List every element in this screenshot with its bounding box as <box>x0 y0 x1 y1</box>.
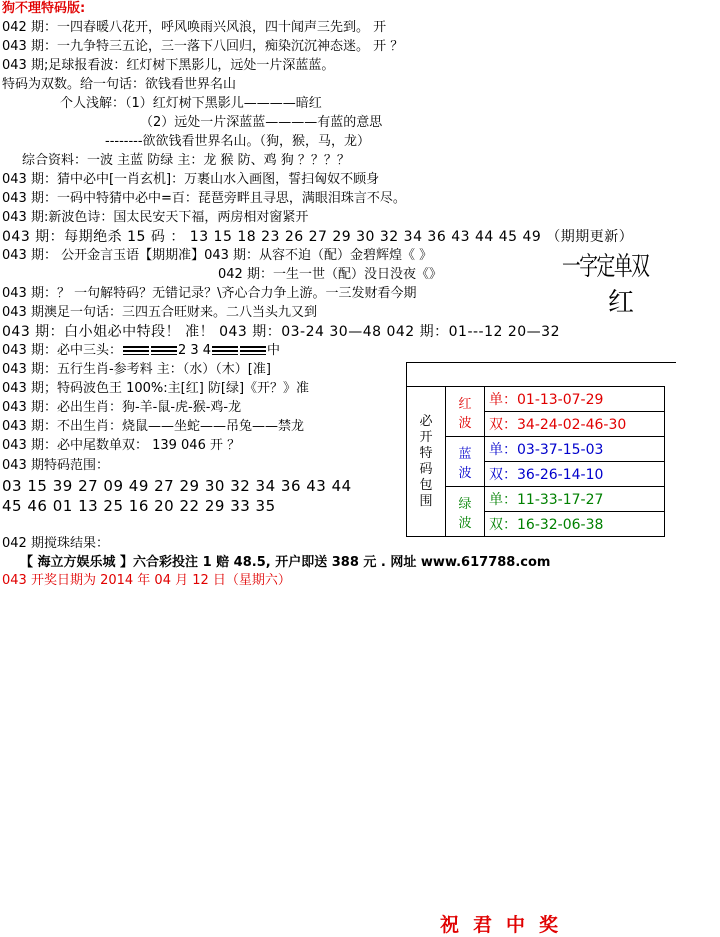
wave-double-blue: 双：36-26-14-10 <box>485 462 665 487</box>
wave-name-green: 绿波 <box>446 487 485 537</box>
text-line: 043 期：一九争特三五论，三一落下八回归，痴染沉沉神态迷。 开 ？ <box>2 39 404 54</box>
wave-name-red: 红波 <box>446 387 485 437</box>
wave-double-red: 双：34-24-02-46-30 <box>485 412 665 437</box>
wave-table <box>406 386 665 537</box>
promo-line: 【 海立方娱乐城 】六合彩投注 1 赔 48.5, 开户即送 388 元 . 网址 www.617788.com <box>20 555 551 570</box>
wave-single-blue: 单：03-37-15-03 <box>485 437 665 462</box>
text-line: 043 期：一码中特猜中必中=百：琵琶旁畔且寻思，满眼泪珠言不尽。 <box>2 191 406 206</box>
text-line: --------欲欲钱看世界名山。（狗，猴，马，龙） <box>105 134 371 149</box>
three-heads-digits: 2 3 4 <box>177 343 212 358</box>
text-line: 042 期：一四春暖八花开，呼风唤雨兴风浪，四十闻声三先到。 开 <box>2 20 387 35</box>
handwritten-note-2: 红 <box>608 288 635 318</box>
wave-name-blue: 蓝波 <box>446 437 485 487</box>
text-line: 042 期：一生一世（配）没日没夜《》 <box>218 267 442 282</box>
result-label: 042 期搅珠结果： <box>2 536 109 551</box>
wave-double-green: 双：16-32-06-38 <box>485 512 665 537</box>
three-heads-end: 中 <box>267 343 281 358</box>
text-line: 个人浅解：（1）红灯树下黑影儿————暗红 <box>60 96 322 111</box>
wave-single-red: 单：01-13-07-29 <box>485 387 665 412</box>
text-line: 综合资料：一波 主蓝 防绿 主：龙 猴 防、鸡 狗 ？？？？ <box>22 153 350 168</box>
text-line: 043 期；特码波色王 100%:主[红] 防[绿]《开？》准 <box>2 381 310 396</box>
text-line: 043 期：？ 一句解特码？无错记录？\齐心合力争上游。一三发财看今期 <box>2 286 417 301</box>
footer-blessing: 祝君中奖 <box>440 914 573 936</box>
striped-bar <box>151 346 177 355</box>
text-line: 043 期澳足一句话：三四五合旺财来。二八当头九又到 <box>2 305 317 320</box>
side-label: 必开特码包围 <box>407 387 446 537</box>
text-line: 043 期：五行生肖-参考料 主：（水）（木）[准] <box>2 362 271 377</box>
text-line: 043 期:新波色诗：国太民安天下福，两房相对窗紧开 <box>2 210 309 225</box>
text-line: 特码为双数。给一句话：欲钱看世界名山 <box>2 77 237 92</box>
wave-single-green: 单：11-33-17-27 <box>485 487 665 512</box>
range-row: 45 46 01 13 25 16 20 22 29 33 35 <box>2 497 276 515</box>
text-line: （2）远处一片深蓝蓝————有蓝的意思 <box>140 115 383 130</box>
text-line: 043 期：猜中必中[一肖玄机]：万裹山水入画图，誓扫匈奴不顾身 <box>2 172 380 187</box>
draw-date: 043 开奖日期为 2014 年 04 月 12 日（星期六） <box>2 573 291 588</box>
striped-bar <box>212 346 238 355</box>
text-line: 043 期：不出生肖：烧鼠——坐蛇——吊兔——禁龙 <box>2 419 304 434</box>
text-line: 043 期：必出生肖：狗-羊-鼠-虎-猴-鸡-龙 <box>2 400 242 415</box>
range-row: 03 15 39 27 09 49 27 29 30 32 34 36 43 44 <box>2 477 352 495</box>
three-heads-label: 043 期：必中三头： <box>2 343 122 358</box>
text-line: 043 期：白小姐必中特段！ 准！ 043 期：03-24 30—48 042 期：01---12 20—32 <box>2 324 560 340</box>
text-line: 043 期： 公开金言玉语【期期准】043 期：从容不迫（配）金碧辉煌《 》 <box>2 248 433 263</box>
page-header: 狗不理特码版: <box>2 1 86 16</box>
striped-bar <box>123 346 149 355</box>
handwritten-note: 一字定单双 <box>562 252 649 282</box>
text-line: 043 期;足球报看波：红灯树下黑影儿，远处一片深蓝蓝。 <box>2 58 335 73</box>
text-line: 043 期特码范围： <box>2 458 109 473</box>
striped-bar <box>240 346 266 355</box>
three-heads-line <box>2 342 280 360</box>
text-line: 043 期：必中尾数单双： 139 046 开 ？ <box>2 438 241 453</box>
text-line: 043 期：每期绝杀 15 码 ： 13 15 18 23 26 27 29 30 32 34 36 43 44 45 49 （期期更新） <box>2 229 634 245</box>
